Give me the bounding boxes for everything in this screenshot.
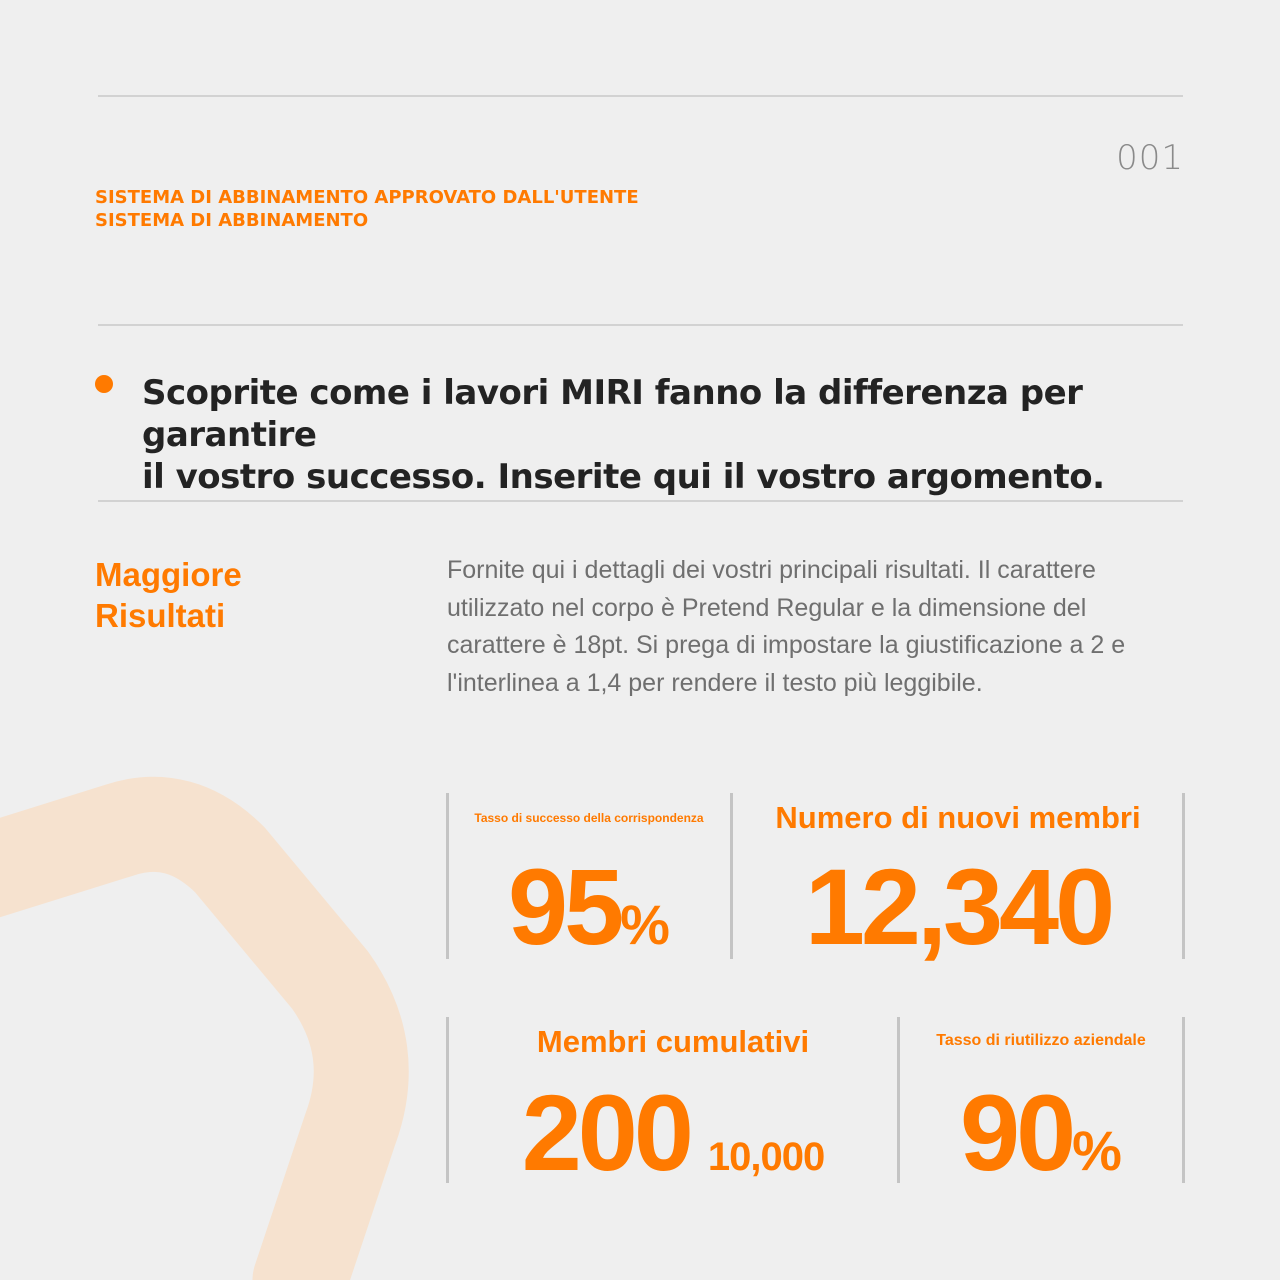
stat-number-match-rate: 95 xyxy=(508,846,621,967)
header-subtitle-line2: SISTEMA DI ABBINAMENTO xyxy=(95,210,369,231)
stat-unit-reuse-rate: % xyxy=(1072,1119,1122,1182)
stat-label-cumulative: Membri cumulativi xyxy=(536,1024,810,1059)
header-subtitle xyxy=(95,186,639,232)
stat-value-reuse-rate xyxy=(900,1072,1182,1206)
stat-suffix-cumulative: 10,000 xyxy=(707,1135,825,1179)
stat-divider xyxy=(1182,1017,1185,1183)
middle-divider xyxy=(98,324,1183,326)
section-title-line2: Risultati xyxy=(95,597,226,634)
headline-line1: Scoprite come i lavori MIRI fanno la differenza per garantire xyxy=(142,373,1083,455)
headline-line2: il vostro successo. Inserite qui il vostro argomento. xyxy=(142,457,1105,497)
section-title-line1: Maggiore xyxy=(95,556,242,593)
bullet-dot xyxy=(95,375,113,393)
page-number: 001 xyxy=(1116,138,1184,178)
stat-number-cumulative: 200 xyxy=(521,1072,690,1193)
stat-value-cumulative xyxy=(449,1072,897,1212)
stat-label-match-rate: Tasso di successo della corrispondenza xyxy=(474,811,704,825)
stat-label-reuse-rate: Tasso di riutilizzo aziendale xyxy=(936,1032,1146,1049)
top-divider xyxy=(98,95,1183,97)
headline xyxy=(142,372,1202,498)
section-divider xyxy=(98,500,1183,502)
section-body: Fornite qui i dettagli dei vostri principali risultati. Il carattere utilizzato nel corpo è Pretend Regular e la dimensione del carattere è 18pt. Si prega di impostare la giustificazione a 2 e l'interlinea a 1,4 per rendere il testo più leggibile. xyxy=(447,556,1126,697)
stat-value-new-members: 12,340 xyxy=(804,846,1112,967)
stat-label-new-members: Numero di nuovi membri xyxy=(775,800,1141,835)
stat-value-match-rate xyxy=(449,846,729,980)
section-title xyxy=(95,554,242,636)
header-subtitle-line1: SISTEMA DI ABBINAMENTO APPROVATO DALL'UTENTE xyxy=(95,187,639,208)
stat-unit-match-rate: % xyxy=(620,893,670,956)
stat-number-reuse-rate: 90 xyxy=(960,1072,1073,1193)
